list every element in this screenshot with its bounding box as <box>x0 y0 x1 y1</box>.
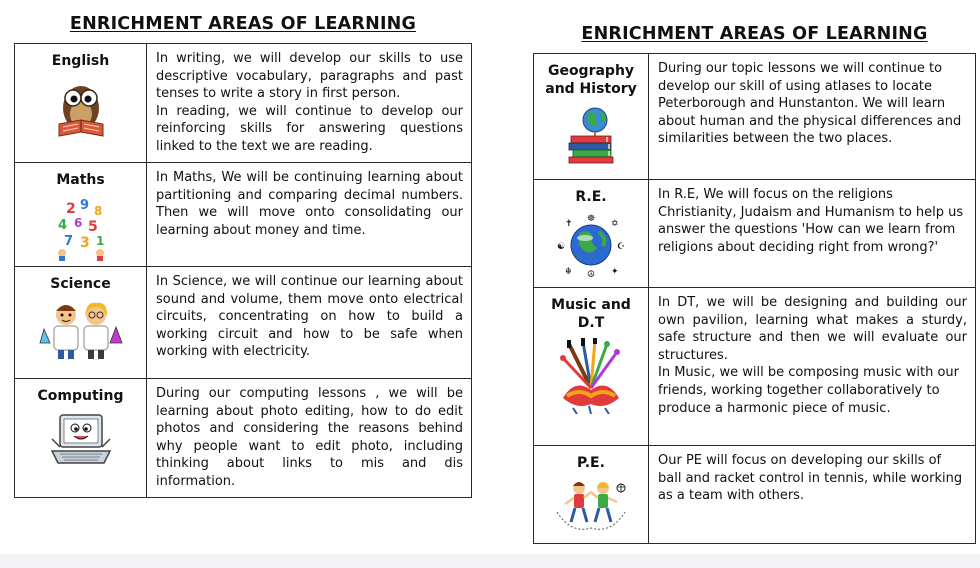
subject-name: P.E. <box>577 455 605 471</box>
description-paragraph: Our PE will focus on developing our skills of ball and racket control in tennis, while working as a team with others. <box>658 453 963 504</box>
subject-name: English <box>51 53 110 69</box>
table-row <box>15 379 472 498</box>
left-panel <box>14 14 472 498</box>
description-cell <box>649 54 976 180</box>
description-paragraph: In R.E, We will focus on the religions Christianity, Judaism and Humanism to help us answer the questions 'How can we learn from religions about deciding right from wrong?' <box>658 187 964 255</box>
svg-text:5: 5 <box>87 219 98 235</box>
world-religions-globe-icon <box>555 212 627 278</box>
art-tools-splash-icon <box>555 338 627 414</box>
svg-text:✡: ✡ <box>611 219 619 229</box>
table-row <box>15 44 472 163</box>
numbers-icon <box>50 195 112 261</box>
svg-text:9: 9 <box>79 198 89 213</box>
description-cell <box>649 180 976 288</box>
subject-name: Geography and History <box>545 63 637 97</box>
description-paragraph: In Music, we will be composing music with our friends, working together collaboratively to produce a harmonic piece of music. <box>658 365 959 416</box>
subject-cell <box>534 180 649 288</box>
subject-cell <box>534 54 649 180</box>
description-cell <box>147 267 472 379</box>
right-subjects-table <box>533 53 976 544</box>
subject-name: R.E. <box>575 189 607 205</box>
description-cell <box>649 288 976 446</box>
subject-name: Computing <box>37 388 124 404</box>
svg-text:✦: ✦ <box>611 267 619 277</box>
subject-cell <box>15 163 147 267</box>
svg-text:☮: ☮ <box>587 270 596 278</box>
globe-on-books-icon <box>563 104 619 164</box>
subject-cell <box>15 267 147 379</box>
description-cell <box>147 379 472 498</box>
description-cell <box>147 163 472 267</box>
subject-cell <box>534 446 649 544</box>
subject-name: Maths <box>56 172 105 188</box>
right-panel <box>533 24 976 544</box>
left-subjects-table <box>14 43 472 498</box>
page-bottom-strip <box>0 554 980 568</box>
table-row <box>534 180 976 288</box>
description-paragraph: In reading, we will continue to develop our reinforcing skills for answering questions linked to the text we are reading. <box>156 103 463 154</box>
svg-text:2: 2 <box>65 201 76 217</box>
table-row <box>534 288 976 446</box>
svg-text:7: 7 <box>63 234 73 249</box>
table-row <box>534 54 976 180</box>
subject-cell <box>15 379 147 498</box>
left-title: ENRICHMENT AREAS OF LEARNING <box>69 14 417 34</box>
scientists-icon <box>36 299 126 361</box>
svg-text:6: 6 <box>73 216 82 230</box>
description-paragraph: In Science, we will continue our learning about sound and volume, them move onto electrical circuits, concentrating on how to build a working circuit and how to be safe when working with electricity. <box>156 274 463 360</box>
children-playing-icon <box>551 478 631 534</box>
description-cell <box>147 44 472 163</box>
svg-text:8: 8 <box>93 204 102 218</box>
svg-text:☪: ☪ <box>617 242 626 252</box>
laptop-character-icon <box>48 411 114 473</box>
table-row <box>534 446 976 544</box>
svg-text:☸: ☸ <box>587 214 596 224</box>
svg-text:4: 4 <box>57 218 67 233</box>
subject-name: Music and D.T <box>551 297 631 331</box>
description-cell <box>649 446 976 544</box>
description-paragraph: In writing, we will develop our skills to use descriptive vocabulary, paragraphs and past tenses to write a story in first person. <box>156 51 463 102</box>
description-paragraph: During our computing lessons , we will be learning about photo editing, how to do edit photos and considering the reasons behind why people want to edit photo, including thinking about links to mis and dis information. <box>156 386 463 489</box>
description-paragraph: In DT, we will be designing and building our own pavilion, learning what makes a sturdy, safe structure and then we will evaluate our structures. <box>658 295 967 363</box>
table-row <box>15 267 472 379</box>
owl-reading-book-icon <box>51 76 111 142</box>
subject-cell <box>534 288 649 446</box>
svg-text:3: 3 <box>79 235 90 251</box>
svg-text:☬: ☬ <box>565 267 572 277</box>
description-paragraph: During our topic lessons we will continue to develop our skill of using atlases to locate Peterborough and Hunstanton. We will learn about human and the physical differences and similarities between the two places. <box>658 61 962 147</box>
description-paragraph: In Maths, We will be continuing learning about partitioning and comparing decimal numbers. Then we will move onto consolidating our learning about money and time. <box>156 170 463 238</box>
subject-name: Science <box>50 276 111 292</box>
svg-text:☯: ☯ <box>557 242 566 252</box>
subject-cell <box>15 44 147 163</box>
right-title: ENRICHMENT AREAS OF LEARNING <box>581 24 928 44</box>
table-row <box>15 163 472 267</box>
svg-text:1: 1 <box>95 234 104 248</box>
svg-text:✝: ✝ <box>565 219 573 229</box>
